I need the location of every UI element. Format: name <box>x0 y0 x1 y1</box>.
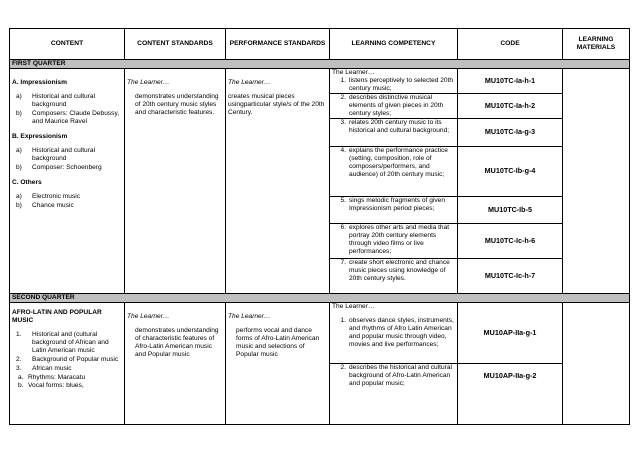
q1-code-2: MU10TC-Ia-h-2 <box>458 94 563 119</box>
q1-content-standard-cell <box>125 69 226 294</box>
q2-performance-standard-text: performs vocal and dance forms of Afro-Latin American music and selections of Popular music <box>236 327 320 359</box>
q2-topic-list <box>12 331 122 373</box>
list-item: a) Historical and cultural background <box>16 147 96 163</box>
header-row <box>10 29 630 60</box>
q2-content-standard-cell <box>125 303 226 425</box>
q1-content-standard-lead: The Learner… <box>127 79 170 86</box>
list-item: b) Composers: Claude Debussy, and Maurice Ravel <box>16 110 120 126</box>
q2-competency-lead: The Learner… <box>332 303 375 311</box>
q2-code-1: MU10AP-IIa-g-1 <box>458 303 563 364</box>
q1-topic-b-list <box>12 147 122 172</box>
q1-competency-lead-cell <box>330 69 458 78</box>
q1-competency-5: 5. sings melodic fragments of given Impressionism period pieces; <box>330 197 458 224</box>
q1-code-3: MU10TC-Ia-g-3 <box>458 119 563 147</box>
header-learning-competency: LEARNING COMPETENCY <box>330 29 458 60</box>
q2-competency-2: 2. describes the historical and cultural background of Afro-Latin American and popular music; <box>330 364 458 425</box>
list-item: b. Vocal forms: blues, <box>18 382 84 390</box>
q2-content-standard-lead: The Learner… <box>127 313 170 321</box>
q2-content-standard-text: demonstrates understanding of characteristic features of Afro-Latin American music and Popular music <box>135 327 219 359</box>
q1-performance-standard-text: creates musical pieces usingparticular style/s of the 20th Century. <box>228 93 325 117</box>
q1-topic-a: A. Impressionism <box>12 79 67 86</box>
q2-performance-standard-cell <box>226 303 330 425</box>
list-item: 2. Background of Popular music <box>16 356 119 364</box>
q2-competency-1: 1. observes dance styles, instruments, and rhythms of Afro Latin American and popular music through video, movies and live performances; <box>330 311 458 364</box>
q1-topic-c-list <box>12 193 122 210</box>
list-item: a) Historical and cultural background <box>16 93 96 109</box>
quarter-label: FIRST QUARTER <box>10 60 630 69</box>
q1-competency-3: 3. relates 20th century music to its historical and cultural background; <box>330 119 458 147</box>
q2-content-cell <box>10 303 125 425</box>
header-code: CODE <box>458 29 563 60</box>
header-content-standards: CONTENT STANDARDS <box>125 29 226 60</box>
list-item: a. Rhythms: Maracatu <box>18 374 86 382</box>
q1-performance-standard-lead: The Learner… <box>228 79 271 86</box>
header-learning-materials: LEARNING MATERIALS <box>563 29 630 60</box>
table-row <box>10 303 630 312</box>
header-content: CONTENT <box>10 29 125 60</box>
list-item: b) Composer: Schoenberg <box>16 164 102 172</box>
q2-performance-standard-lead: The Learner… <box>228 313 271 321</box>
q1-competency-6: 6. explores other arts and media that portray 20th century elements through video films or live performances; <box>330 224 458 259</box>
table-row <box>10 69 630 78</box>
q1-content-cell <box>10 69 125 294</box>
q1-code-7: MU10TC-Ic-h-7 <box>458 259 563 294</box>
q1-code-1: MU10TC-Ia-h-1 <box>458 69 563 94</box>
q2-code-2: MU10AP-IIa-g-2 <box>458 364 563 425</box>
list-item: a) Electronic music <box>16 193 81 201</box>
q1-competency-4: 4. explains the performance practice (setting, composition, role of composers/performers, and audience) of 20th century music; <box>330 147 458 197</box>
quarter-row-second <box>10 294 630 303</box>
q1-competency-2: 2. describes distinctive musical elements of given pieces in 20th century styles; <box>330 94 458 119</box>
list-item: 1. Historical and (cultural background of African and Latin American music <box>16 331 109 355</box>
header-performance-standards: PERFORMANCE STANDARDS <box>226 29 330 60</box>
list-item: b) Chance music <box>16 202 74 210</box>
list-item: 3. African music <box>16 365 72 373</box>
q1-competency-lead: The Learner… <box>332 69 375 76</box>
q1-competency-1: 1. listens perceptively to selected 20th century music; <box>330 77 458 94</box>
q1-code-6: MU10TC-Ic-h-6 <box>458 224 563 259</box>
q1-performance-standard-cell <box>226 69 330 294</box>
q1-code-4: MU10TC-Ib-g-4 <box>458 147 563 197</box>
curriculum-table <box>9 28 630 425</box>
q2-competency-lead-cell <box>330 303 458 312</box>
quarter-label: SECOND QUARTER <box>10 294 630 303</box>
q2-topic-title: AFRO-LATIN AND POPULAR MUSIC <box>12 309 102 325</box>
q1-code-5: MU10TC-Ib-5 <box>458 197 563 224</box>
q1-materials-cell <box>563 69 630 294</box>
q1-topic-c: C. Others <box>12 179 42 187</box>
q1-content-standard-text: demonstrates understanding of 20th century music styles and characteristic features. <box>135 93 219 117</box>
q1-competency-7: 7. create short electronic and chance music pieces using knowledge of 20th century styles. <box>330 259 458 294</box>
quarter-row-first <box>10 60 630 69</box>
q1-topic-b: B. Expressionism <box>12 133 68 141</box>
q2-materials-cell <box>563 303 630 425</box>
q1-topic-a-list <box>12 93 122 126</box>
